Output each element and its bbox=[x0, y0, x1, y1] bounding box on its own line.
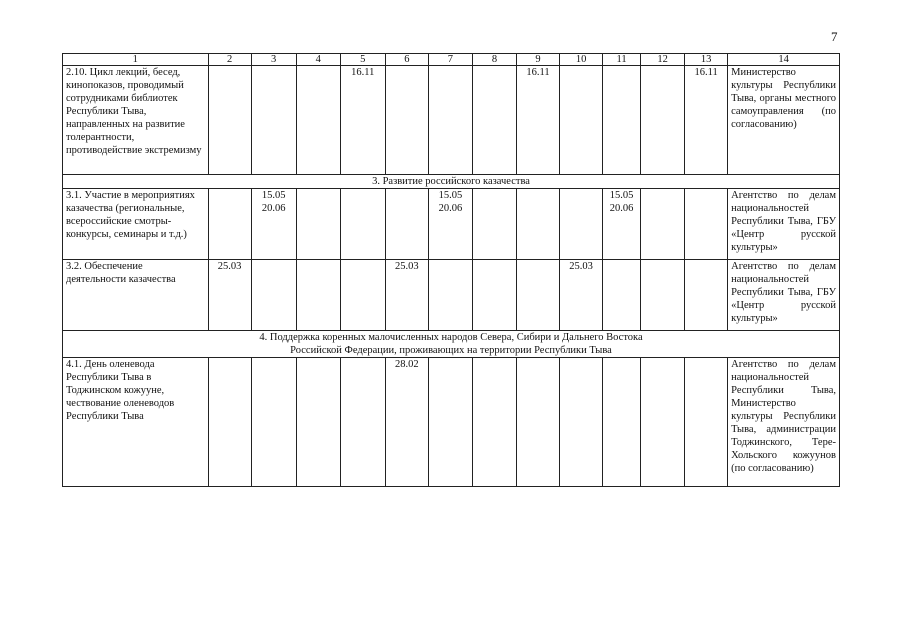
event-date: 20.06 bbox=[609, 203, 634, 214]
event-date: 15.05 bbox=[261, 190, 286, 201]
table-body bbox=[63, 54, 840, 487]
column-number-row bbox=[63, 54, 840, 66]
date-cell-col-11 bbox=[603, 189, 641, 260]
date-cell-col-7 bbox=[428, 260, 472, 331]
event-description: 3.1. Участие в мероприятиях казачества (региональные, всероссийские смотры-конкурсы, семинары и т.д.) bbox=[63, 189, 209, 260]
column-number-10: 10 bbox=[560, 54, 603, 66]
date-cell-col-9 bbox=[517, 358, 560, 487]
date-cell-col-3 bbox=[251, 189, 296, 260]
date-cell-col-7 bbox=[428, 358, 472, 487]
date-cell-col-11 bbox=[603, 260, 641, 331]
column-number-9: 9 bbox=[517, 54, 560, 66]
date-cell-col-12 bbox=[641, 260, 685, 331]
date-cell-col-5 bbox=[340, 189, 385, 260]
event-description: 3.2. Обеспечение деятельности казачества bbox=[63, 260, 209, 331]
column-number-7: 7 bbox=[428, 54, 472, 66]
date-cell-col-11 bbox=[603, 66, 641, 175]
event-date: 16.11 bbox=[351, 67, 375, 78]
date-cell-col-5 bbox=[340, 260, 385, 331]
column-number-2: 2 bbox=[208, 54, 251, 66]
table-row bbox=[63, 66, 840, 175]
date-cell-col-13 bbox=[685, 189, 728, 260]
date-cell-col-6 bbox=[385, 260, 428, 331]
date-cell-col-4 bbox=[296, 260, 340, 331]
section-heading bbox=[63, 331, 840, 358]
date-cell-col-13 bbox=[685, 358, 728, 487]
event-date: 15.05 bbox=[438, 190, 463, 201]
table-row bbox=[63, 358, 840, 487]
date-cell-col-10 bbox=[560, 66, 603, 175]
event-date: 25.03 bbox=[395, 261, 419, 272]
date-cell-col-4 bbox=[296, 358, 340, 487]
event-date: 20.06 bbox=[438, 203, 463, 214]
date-cell-col-5 bbox=[340, 358, 385, 487]
date-cell-col-13 bbox=[685, 260, 728, 331]
event-description: 4.1. День оленевода Республики Тыва в Тоджинском кожууне, чествование оленеводов Республики Тыва bbox=[63, 358, 209, 487]
event-date: 16.11 bbox=[694, 67, 718, 78]
responsible-executors: Агентство по делам национальностей Республики Тыва, ГБУ «Центр русской культуры» bbox=[728, 260, 840, 331]
date-cell-col-12 bbox=[641, 66, 685, 175]
date-cell-col-3 bbox=[251, 358, 296, 487]
date-cell-col-8 bbox=[472, 189, 516, 260]
date-cell-col-7 bbox=[428, 66, 472, 175]
date-cell-col-9 bbox=[517, 189, 560, 260]
column-number-13: 13 bbox=[685, 54, 728, 66]
section-heading-row bbox=[63, 331, 840, 358]
column-number-3: 3 bbox=[251, 54, 296, 66]
date-cell-col-7 bbox=[428, 189, 472, 260]
date-cell-col-13 bbox=[685, 66, 728, 175]
date-cell-col-12 bbox=[641, 358, 685, 487]
date-cell-col-6 bbox=[385, 66, 428, 175]
event-date: 25.03 bbox=[569, 261, 593, 272]
date-cell-col-2 bbox=[208, 66, 251, 175]
date-cell-col-3 bbox=[251, 66, 296, 175]
date-cell-col-4 bbox=[296, 66, 340, 175]
table-row bbox=[63, 189, 840, 260]
date-cell-col-9 bbox=[517, 260, 560, 331]
date-cell-col-11 bbox=[603, 358, 641, 487]
page-number: 7 bbox=[831, 29, 838, 44]
column-number-4: 4 bbox=[296, 54, 340, 66]
date-cell-col-4 bbox=[296, 189, 340, 260]
date-cell-col-2 bbox=[208, 358, 251, 487]
date-cell-col-12 bbox=[641, 189, 685, 260]
date-cell-col-10 bbox=[560, 189, 603, 260]
column-number-8: 8 bbox=[472, 54, 516, 66]
date-cell-col-9 bbox=[517, 66, 560, 175]
column-number-1: 1 bbox=[63, 54, 209, 66]
responsible-executors: Агентство по делам национальностей Республики Тыва, Министерство культуры Республики Тыва, администрации Тоджинского, Тере-Хольского кожуунов (по согласованию) bbox=[728, 358, 840, 487]
section-heading bbox=[63, 175, 840, 189]
event-date: 16.11 bbox=[526, 67, 550, 78]
column-number-14: 14 bbox=[728, 54, 840, 66]
column-number-5: 5 bbox=[340, 54, 385, 66]
event-date: 25.03 bbox=[217, 261, 242, 272]
responsible-executors: Агентство по делам национальностей Республики Тыва, ГБУ «Центр русской культуры» bbox=[728, 189, 840, 260]
column-number-12: 12 bbox=[641, 54, 685, 66]
event-date: 20.06 bbox=[261, 203, 286, 214]
date-cell-col-8 bbox=[472, 66, 516, 175]
date-cell-col-10 bbox=[560, 358, 603, 487]
column-number-11: 11 bbox=[603, 54, 641, 66]
section-heading-line: 3. Развитие российского казачества bbox=[372, 176, 530, 187]
events-plan-table bbox=[62, 53, 840, 487]
table-row bbox=[63, 260, 840, 331]
date-cell-col-5 bbox=[340, 66, 385, 175]
date-cell-col-8 bbox=[472, 260, 516, 331]
responsible-executors: Министерство культуры Республики Тыва, органы местного самоуправления (по согласованию) bbox=[728, 66, 840, 175]
event-date: 28.02 bbox=[395, 359, 419, 370]
event-description: 2.10. Цикл лекций, бесед, кинопоказов, проводимый сотрудниками библиотек Республики Тыва, направленных на развитие толерантности, противодействие экстремизму bbox=[63, 66, 209, 175]
date-cell-col-10 bbox=[560, 260, 603, 331]
date-cell-col-6 bbox=[385, 358, 428, 487]
date-cell-col-2 bbox=[208, 260, 251, 331]
date-cell-col-8 bbox=[472, 358, 516, 487]
date-cell-col-6 bbox=[385, 189, 428, 260]
event-date: 15.05 bbox=[609, 190, 634, 201]
column-number-6: 6 bbox=[385, 54, 428, 66]
date-cell-col-3 bbox=[251, 260, 296, 331]
section-heading-line: Российской Федерации, проживающих на территории Республики Тыва bbox=[290, 345, 612, 356]
section-heading-row bbox=[63, 175, 840, 189]
section-heading-line: 4. Поддержка коренных малочисленных народов Севера, Сибири и Дальнего Востока bbox=[259, 332, 643, 343]
date-cell-col-2 bbox=[208, 189, 251, 260]
